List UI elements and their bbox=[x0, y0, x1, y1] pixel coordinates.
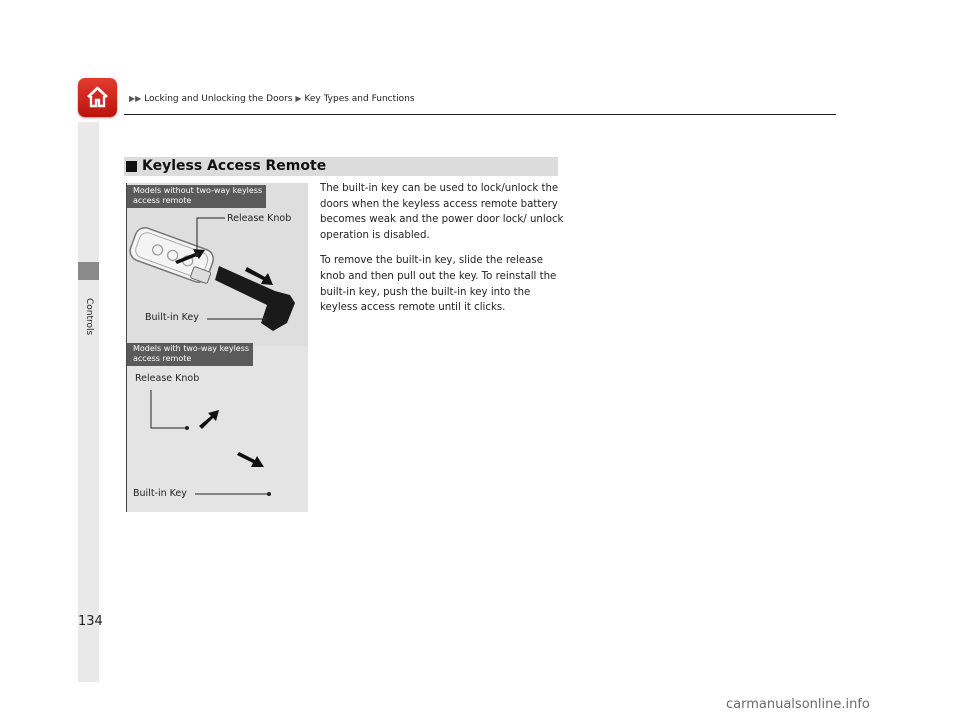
figure-with-two-way bbox=[126, 346, 308, 512]
section-square-icon bbox=[126, 161, 137, 172]
slide-arrow-icon bbox=[199, 410, 219, 429]
paragraph: The built-in key can be used to lock/unlock the doors when the keyless access remote battery becomes weak and the power door lock/ unlock operation is disabled. bbox=[320, 183, 564, 241]
side-tab-controls[interactable] bbox=[78, 262, 99, 280]
section-title: Keyless Access Remote bbox=[142, 158, 327, 174]
model-tag-line: access remote bbox=[133, 196, 192, 205]
breadcrumb-item-locking[interactable]: Locking and Unlocking the Doors bbox=[144, 94, 293, 104]
header-divider bbox=[124, 114, 836, 115]
page-number: 134 bbox=[78, 614, 103, 629]
home-icon bbox=[85, 85, 110, 110]
section-header bbox=[124, 157, 558, 176]
home-button[interactable] bbox=[78, 78, 117, 117]
release-knob-label: Release Knob bbox=[135, 373, 200, 384]
model-tag-line: Models without two-way keyless bbox=[133, 186, 263, 195]
builtin-key-label: Built-in Key bbox=[133, 488, 187, 499]
breadcrumb bbox=[129, 94, 415, 104]
builtin-key-label: Built-in Key bbox=[145, 312, 199, 323]
breadcrumb-item-key-types[interactable]: Key Types and Functions bbox=[304, 94, 415, 104]
side-bar-top bbox=[78, 122, 99, 262]
pull-arrow-icon bbox=[237, 452, 264, 467]
paragraph: To remove the built-in key, slide the release knob and then pull out the key. To reinstall the built-in key, push the built-in key into the keyless access remote until it clicks. bbox=[320, 255, 557, 314]
body-text bbox=[320, 181, 565, 326]
side-tab-label: Controls bbox=[84, 298, 94, 336]
breadcrumb-arrow-icon: ▶ bbox=[295, 94, 302, 103]
figure-without-two-way bbox=[126, 183, 308, 346]
model-tag-line: Models with two-way keyless bbox=[133, 344, 250, 353]
breadcrumb-arrow-icon: ▶▶ bbox=[129, 94, 142, 103]
watermark: carmanualsonline.info bbox=[726, 697, 870, 712]
release-knob-label: Release Knob bbox=[227, 213, 292, 224]
model-tag-line: access remote bbox=[133, 354, 192, 363]
